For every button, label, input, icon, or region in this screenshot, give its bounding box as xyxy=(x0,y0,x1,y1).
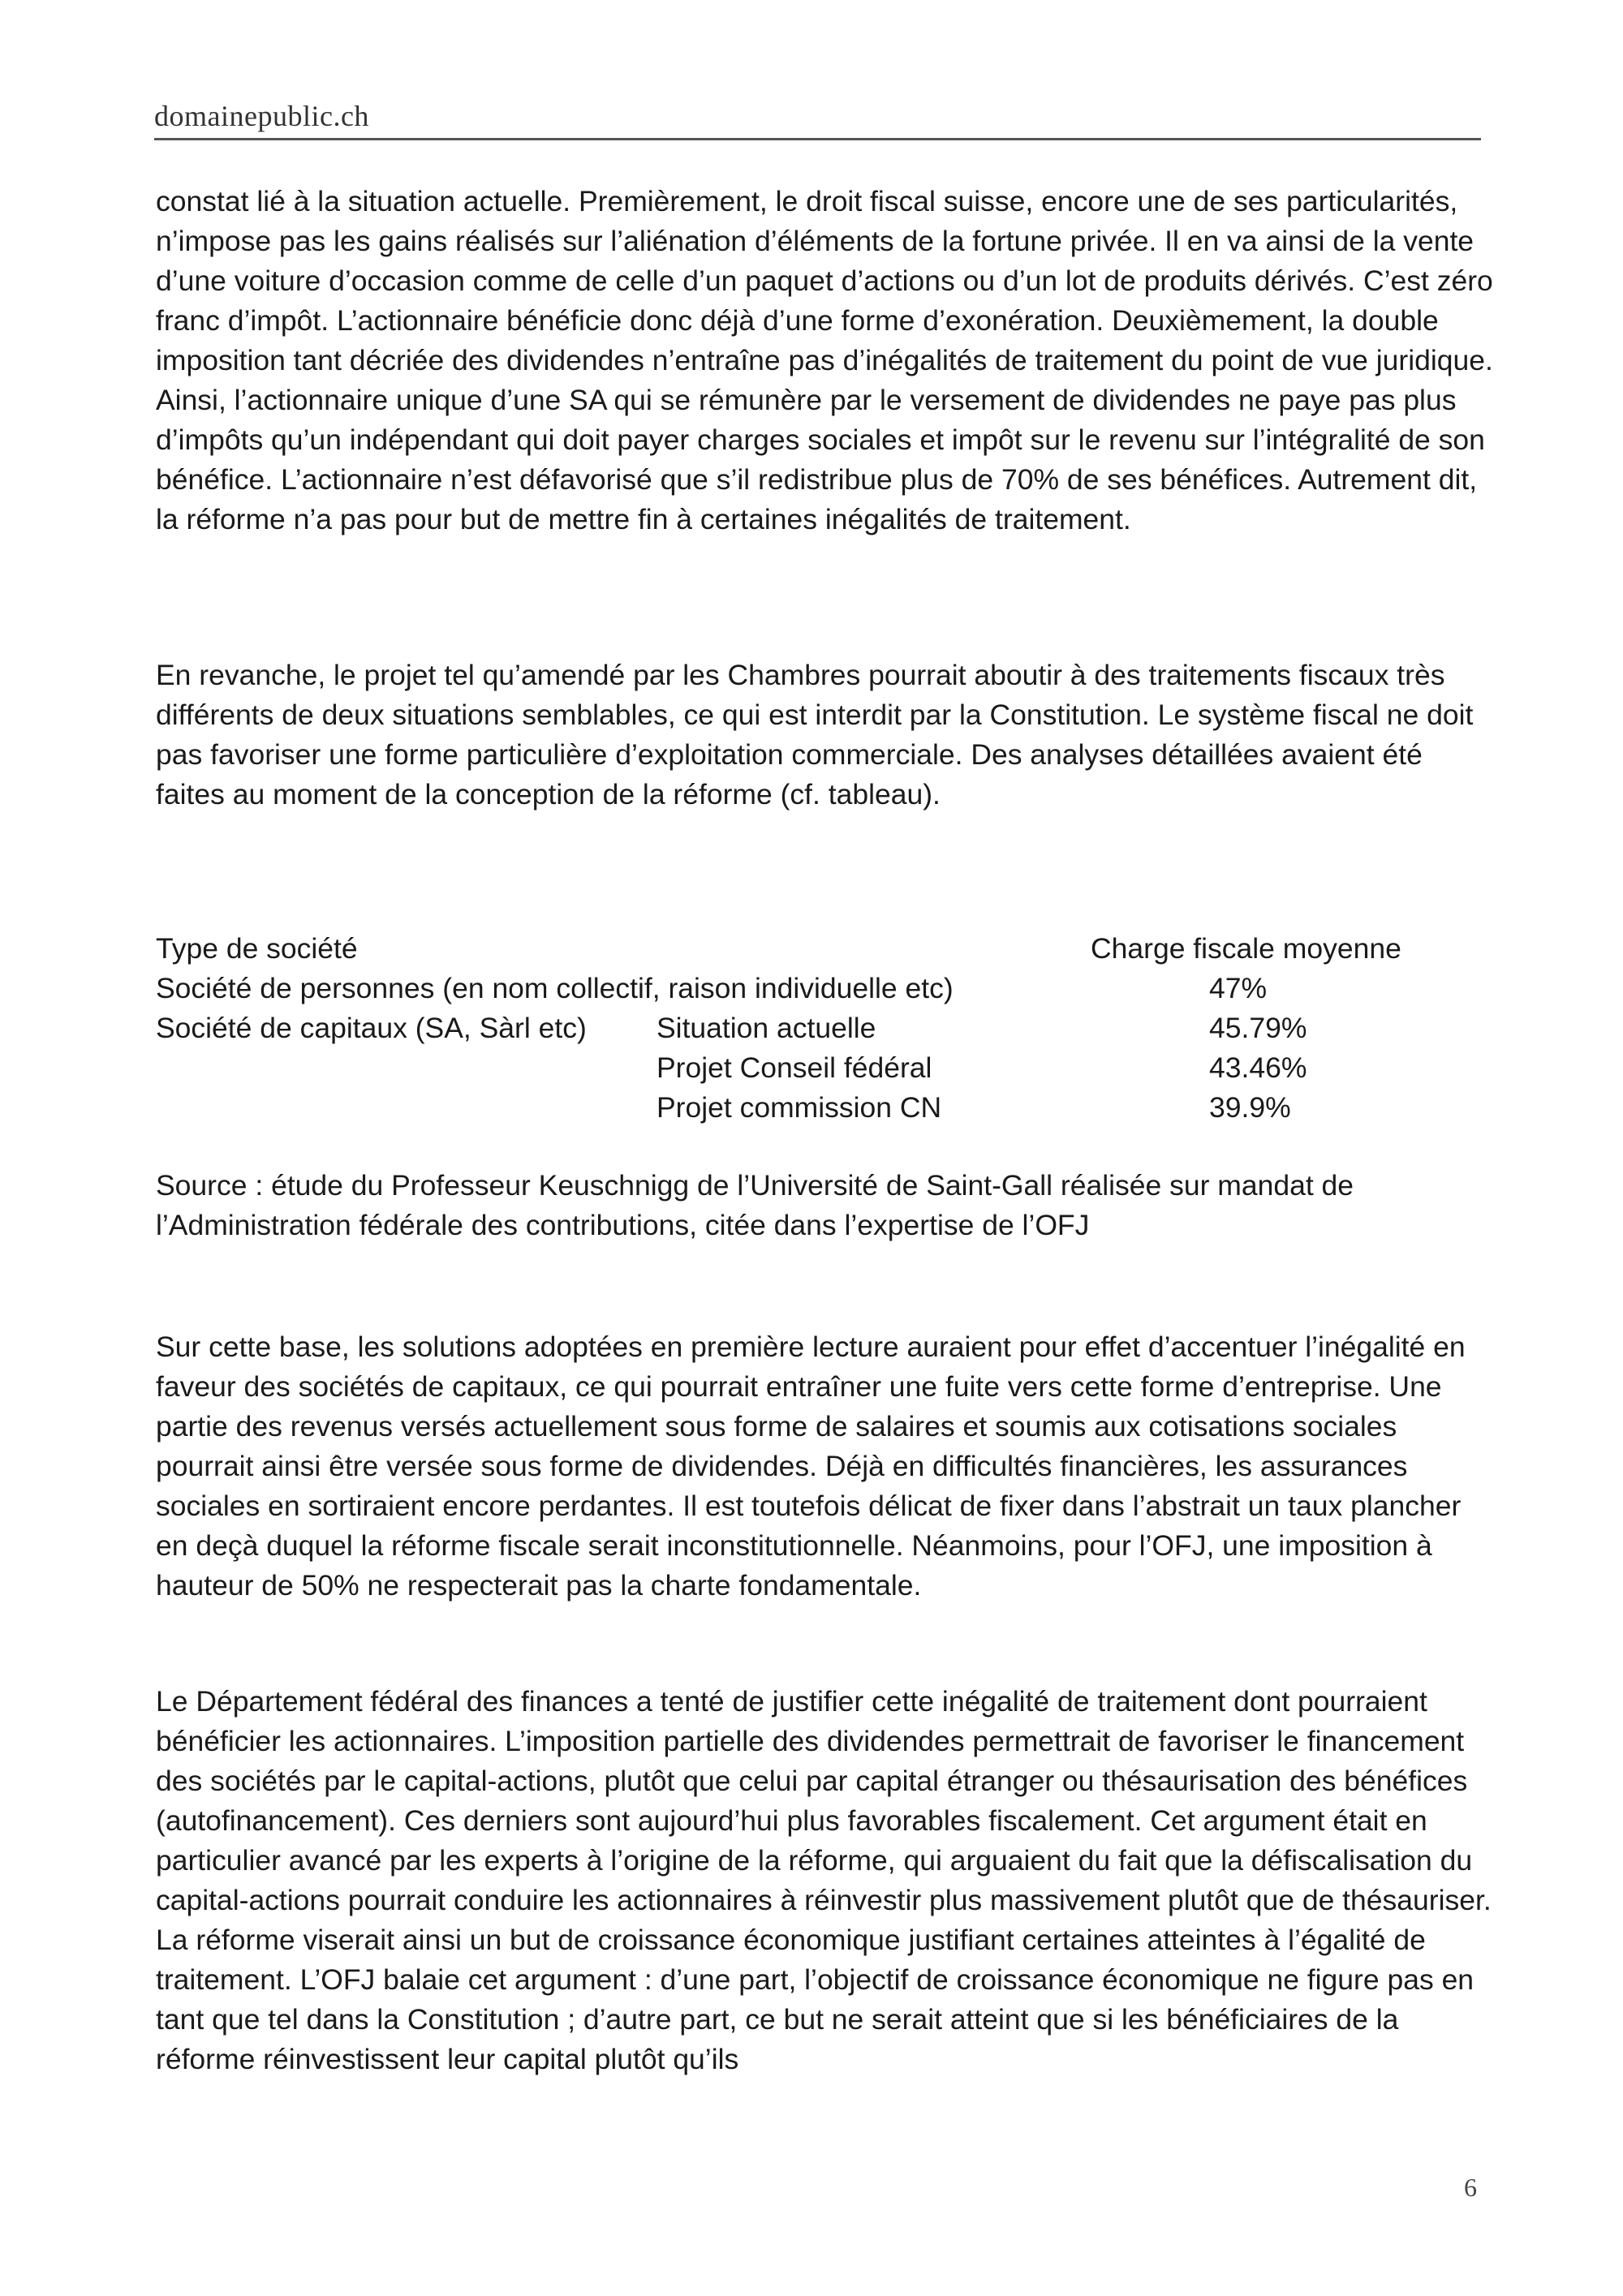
table-cell-type: Société de capitaux (SA, Sàrl etc) xyxy=(156,1012,587,1044)
table-cell-type: Société de personnes (en nom collectif, raison individuelle etc) xyxy=(156,972,954,1004)
table-header-row xyxy=(156,929,1495,969)
table-cell-value: 39.9% xyxy=(1209,1091,1291,1124)
table-row xyxy=(156,1048,1495,1088)
table-row xyxy=(156,1088,1495,1128)
paragraph-2: En revanche, le projet tel qu’amendé par les Chambres pourrait aboutir à des traitements fiscaux très différents de deux situations semblables, ce qui est interdit par la Constitution. Le système fiscal ne doit pas favoriser une forme particulière d’exploitation commerciale. Des analyses détaillées avaient été faites au moment de la conception de la réforme (cf. tableau). xyxy=(156,659,1474,810)
table-cell-value: 43.46% xyxy=(1209,1051,1307,1084)
paragraph-4: Le Département fédéral des finances a tenté de justifier cette inégalité de traitement dont pourraient bénéficier les actionnaires. L’imposition partielle des dividendes permettrait de favoriser le financement des sociétés par le capital-actions, plutôt que celui par capital étranger ou thésaurisation des bénéfices (autofinancement). Ces derniers sont aujourd’hui plus favorables fiscalement. Cet argument était en particulier avancé par les experts à l’origine de la réforme, qui arguaient du fait que la défiscalisation du capital-actions pourrait conduire les actionnaires à réinvestir plus massivement plutôt que de thésauriser. La réforme viserait ainsi un but de croissance économique justifiant certaines atteintes à l’égalité de traitement. L’OFJ balaie cet argument : d’une part, l’objectif de croissance économique ne figure pas en tant que tel dans la Constitution ; d’autre part, ce but ne serait atteint que si les bénéficiaires de la réforme réinvestissent leur capital plutôt qu’ils xyxy=(156,1685,1492,2075)
table-cell-sub: Situation actuelle xyxy=(657,1012,876,1044)
tax-burden-table xyxy=(156,929,1495,1128)
paragraph-3: Sur cette base, les solutions adoptées en première lecture auraient pour effet d’accentuer l’inégalité en faveur des sociétés de capitaux, ce qui pourrait entraîner une fuite vers cette forme d’entreprise. Une partie des revenus versés actuellement sous forme de salaires et soumis aux cotisations sociales pourrait ainsi être versée sous forme de dividendes. Déjà en difficultés financières, les assurances sociales en sortiraient encore perdantes. Il est toutefois délicat de fixer dans l’abstrait un taux plancher en deçà duquel la réforme fiscale serait inconstitutionnelle. Néanmoins, pour l’OFJ, une imposition à hauteur de 50% ne respecterait pas la charte fondamentale. xyxy=(156,1331,1466,1602)
table-row xyxy=(156,1008,1495,1048)
table-cell-value: 47% xyxy=(1209,972,1268,1004)
table-header-type: Type de société xyxy=(156,932,358,965)
page-number: 6 xyxy=(1464,2173,1477,2202)
table-cell-sub: Projet commission CN xyxy=(657,1091,942,1124)
page-header xyxy=(154,96,1481,140)
table-cell-sub: Projet Conseil fédéral xyxy=(657,1051,932,1084)
site-name: domainepublic.ch xyxy=(154,100,369,132)
table-header-charge: Charge fiscale moyenne xyxy=(1091,932,1401,965)
table-row xyxy=(156,969,1495,1008)
table-cell-value: 45.79% xyxy=(1209,1012,1307,1044)
table-source-note: Source : étude du Professeur Keuschnigg de l’Université de Saint-Gall réalisée sur mandat de l’Administration fédérale des contributions, citée dans l’expertise de l’OFJ xyxy=(156,1169,1354,1241)
paragraph-1: constat lié à la situation actuelle. Premièrement, le droit fiscal suisse, encore une de ses particularités, n’impose pas les gains réalisés sur l’aliénation d’éléments de la fortune privée. Il en va ainsi de la vente d’une voiture d’occasion comme de celle d’un paquet d’actions ou d’un lot de produits dérivés. C’est zéro franc d’impôt. L’actionnaire bénéficie donc déjà d’une forme d’exonération. Deuxièmement, la double imposition tant décriée des dividendes n’entraîne pas d’inégalités de traitement du point de vue juridique. Ainsi, l’actionnaire unique d’une SA qui se rémunère par le versement de dividendes ne paye pas plus d’impôts qu’un indépendant qui doit payer charges sociales et impôt sur le revenu sur l’intégralité de son bénéfice. L’actionnaire n’est défavorisé que s’il redistribue plus de 70% de ses bénéfices. Autrement dit, la réforme n’a pas pour but de mettre fin à certaines inégalités de traitement. xyxy=(156,185,1493,535)
